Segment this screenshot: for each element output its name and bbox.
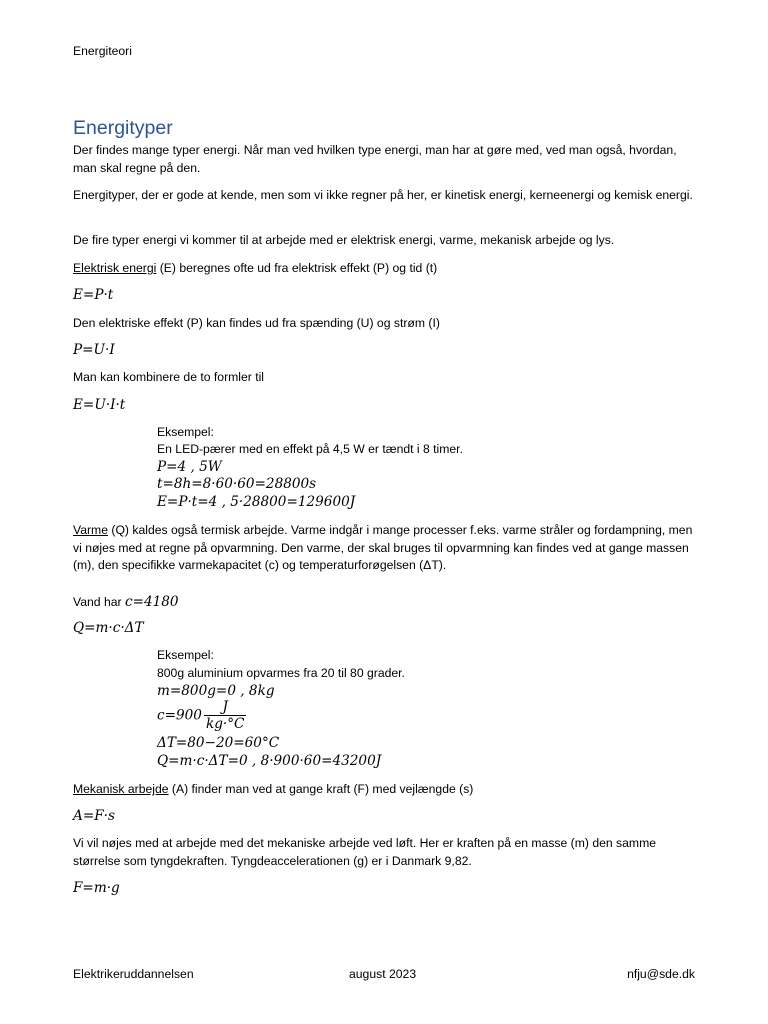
example2-formula-dt: ΔT=80−20=60°C [157, 735, 280, 751]
term-electric-energy: Elektrisk energi [73, 261, 157, 275]
paragraph-four-types: De fire typer energi vi kommer til at arbejde med er elektrisk energi, varme, mekanisk arbejde og lys. [73, 233, 615, 247]
example1-formula-1: P=4 , 5W [157, 459, 222, 475]
paragraph-electric-power: Den elektriske effekt (P) kan findes ud fra spænding (U) og strøm (I) [73, 316, 440, 330]
paragraph-lift: Vi vil nøjes med at arbejde med det mekaniske arbejde ved løft. Her er kraften på en masse (m) den samme størrelse som tyngdekraften. Tyngdeaccelerationen (g) er i Danmark 9,82. [73, 836, 657, 868]
paragraph-mechanical-work [73, 781, 703, 799]
footer-date: august 2023 [349, 967, 417, 981]
formula-q-mc-dt: Q=m·c·ΔT [73, 620, 144, 636]
example2-c-fraction [204, 700, 246, 732]
paragraph-electric-energy [73, 260, 703, 278]
example2-formula-c [157, 700, 246, 732]
example2-formula-mass: m=800g=0 , 8kg [157, 683, 275, 699]
fraction-numerator: J [204, 700, 246, 716]
heat-text: (Q) kaldes også termisk arbejde. Varme indgår i mange processer f.eks. varme stråler og fordampning, men vi nøjes med at regne på opvarmning. Den varme, der skal bruges til opvarmning kan findes ved at gange massen (m), den specifikke varmekapacitet (c) og temperaturforøgelsen (ΔT). [73, 523, 693, 572]
paragraph-water [73, 593, 703, 612]
paragraph-combine: Man kan kombinere de to formler til [73, 370, 265, 384]
formula-e-uit: E=U·I·t [73, 397, 126, 413]
fraction-denominator: kg·°C [205, 716, 245, 732]
term-mechanical-work: Mekanisk arbejde [73, 782, 169, 796]
footer-email: nfju@sde.dk [627, 967, 695, 981]
example2-c-prefix: c=900 [157, 707, 202, 724]
formula-f-mg: F=m·g [73, 880, 120, 896]
electric-energy-text: (E) beregnes ofte ud fra elektrisk effekt (P) og tid (t) [156, 261, 438, 275]
paragraph-intro: Der findes mange typer energi. Når man ved hvilken type energi, man har at gøre med, ved man også, hvordan, man skal regne på den. [73, 143, 677, 175]
mechanical-work-text: (A) finder man ved at gange kraft (F) med vejlængde (s) [168, 782, 474, 796]
formula-e-pt: E=P·t [73, 287, 114, 303]
example1-text: En LED-pærer med en effekt på 4,5 W er tændt i 8 timer. [157, 442, 463, 456]
formula-p-ui: P=U·I [73, 342, 115, 358]
paragraph-heat [73, 522, 703, 575]
formula-a-fs: A=F·s [73, 808, 115, 824]
section-title: Energityper [73, 117, 173, 139]
example2-formula-q: Q=m·c·ΔT=0 , 8·900·60=43200J [157, 753, 382, 769]
example2-text: 800g aluminium opvarmes fra 20 til 80 grader. [157, 666, 405, 680]
paragraph-energy-types: Energityper, der er gode at kende, men som vi ikke regner på her, er kinetisk energi, kerneenergi og kemisk energi. [73, 188, 693, 202]
example1-label: Eksempel: [157, 425, 214, 439]
example1-formula-3: E=P·t=4 , 5·28800=129600J [157, 494, 356, 510]
term-heat: Varme [73, 523, 108, 537]
formula-water-c: c=4180 [124, 594, 179, 610]
example2-label: Eksempel: [157, 648, 214, 662]
water-label: Vand har [73, 595, 125, 609]
footer-left: Elektrikeruddannelsen [73, 967, 194, 981]
page-header: Energiteori [73, 44, 132, 58]
example1-formula-2: t=8h=8·60·60=28800s [157, 476, 317, 492]
